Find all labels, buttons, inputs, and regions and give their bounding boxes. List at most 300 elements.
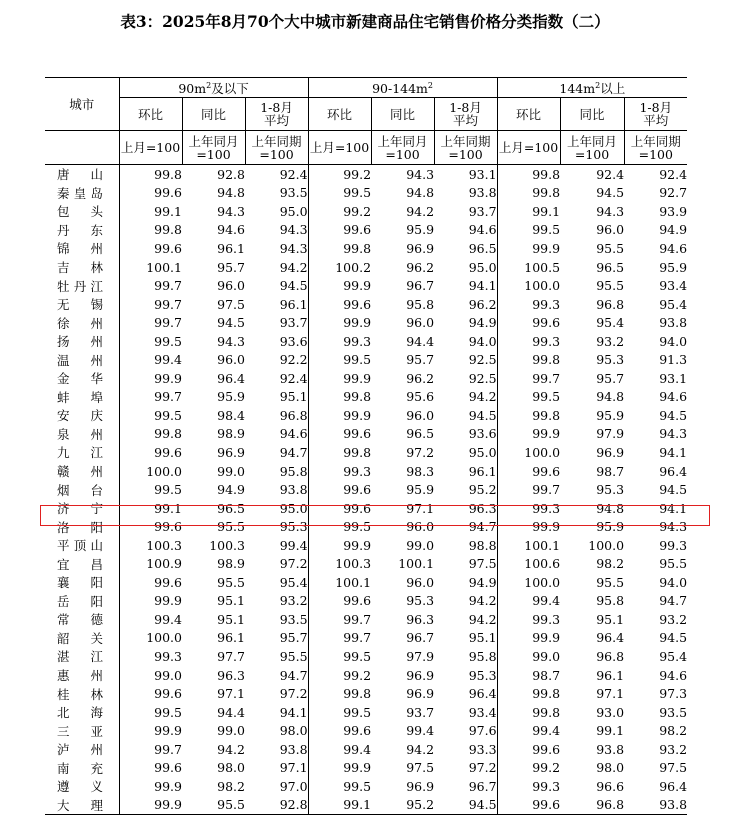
index-value: 100.3 <box>308 554 371 573</box>
index-value: 96.8 <box>560 796 624 815</box>
city-char: 包 <box>57 204 70 220</box>
index-value: 96.3 <box>406 611 435 627</box>
city-char: 关 <box>90 630 103 646</box>
city-name <box>45 406 119 425</box>
index-value: 95.5 <box>217 574 245 590</box>
index-value: 96.0 <box>217 352 245 368</box>
index-value: 99.9 <box>308 276 371 295</box>
city-char: 三 <box>57 723 70 739</box>
index-value: 94.9 <box>468 315 497 331</box>
table-body <box>45 165 687 815</box>
col-hb-header: 环比 <box>308 98 371 131</box>
index-value: 97.7 <box>217 648 245 664</box>
index-value: 96.0 <box>406 315 435 331</box>
index-value: 94.6 <box>659 389 688 405</box>
index-value: 94.2 <box>217 741 245 757</box>
index-value: 94.6 <box>217 222 245 238</box>
city-char: 宁 <box>90 501 103 517</box>
table-row <box>45 425 687 444</box>
index-value: 99.8 <box>497 184 560 203</box>
index-value: 95.7 <box>406 352 435 368</box>
index-value: 99.5 <box>308 350 371 369</box>
index-value: 95.7 <box>217 259 245 275</box>
index-value: 93.2 <box>596 333 625 349</box>
index-value: 99.4 <box>406 723 435 739</box>
city-name <box>45 536 119 555</box>
city-char: 顶 <box>73 538 87 554</box>
index-value: 95.8 <box>406 296 435 312</box>
table-row <box>45 499 687 518</box>
index-value: 98.3 <box>406 463 435 479</box>
index-value: 99.9 <box>308 369 371 388</box>
index-value: 100.1 <box>308 573 371 592</box>
index-value: 99.8 <box>308 443 371 462</box>
index-value: 96.5 <box>406 426 435 442</box>
index-value: 99.9 <box>308 759 371 778</box>
city-char: 头 <box>90 204 103 220</box>
table-row <box>45 239 687 258</box>
city-name <box>45 499 119 518</box>
index-value: 95.9 <box>406 222 435 238</box>
index-value: 99.5 <box>119 703 182 722</box>
index-value: 95.9 <box>596 519 625 535</box>
table-row <box>45 684 687 703</box>
table-row <box>45 406 687 425</box>
table-row <box>45 350 687 369</box>
index-value: 94.4 <box>217 704 245 720</box>
index-value: 94.2 <box>279 259 308 275</box>
index-value: 94.1 <box>279 704 308 720</box>
table-row <box>45 592 687 611</box>
index-value: 96.1 <box>596 667 625 683</box>
index-value: 99.9 <box>308 536 371 555</box>
city-name <box>45 239 119 258</box>
city-char: 阳 <box>90 519 103 535</box>
city-char: 南 <box>57 760 70 776</box>
index-value: 96.4 <box>468 686 497 702</box>
index-value: 99.9 <box>308 406 371 425</box>
index-value: 98.7 <box>596 463 625 479</box>
index-value: 99.6 <box>119 759 182 778</box>
index-value: 93.8 <box>596 741 625 757</box>
index-value: 94.3 <box>217 333 245 349</box>
city-char: 州 <box>90 334 103 350</box>
index-value: 95.9 <box>659 259 688 275</box>
index-value: 93.1 <box>468 166 497 182</box>
index-value: 94.3 <box>279 240 308 256</box>
index-value: 94.5 <box>596 185 625 201</box>
city-char: 洛 <box>57 519 70 535</box>
index-value: 95.6 <box>406 389 435 405</box>
city-name <box>45 777 119 796</box>
city-char: 埠 <box>90 389 103 405</box>
city-name <box>45 388 119 407</box>
index-value: 99.4 <box>119 610 182 629</box>
index-value: 96.1 <box>279 296 308 312</box>
city-name <box>45 258 119 277</box>
city-char: 安 <box>57 408 70 424</box>
index-value: 94.0 <box>659 333 688 349</box>
index-value: 93.2 <box>659 611 688 627</box>
index-value: 94.0 <box>659 574 688 590</box>
index-value: 98.2 <box>659 723 688 739</box>
index-value: 97.5 <box>659 760 688 776</box>
index-value: 96.4 <box>659 778 688 794</box>
col-hb-header: 环比 <box>119 98 182 131</box>
index-value: 99.2 <box>497 759 560 778</box>
index-value: 94.7 <box>279 444 308 460</box>
city-char: 江 <box>90 278 103 294</box>
city-char: 泉 <box>57 426 70 442</box>
index-value: 94.5 <box>659 482 688 498</box>
table-row <box>45 554 687 573</box>
index-value: 94.1 <box>659 500 688 516</box>
index-value: 94.5 <box>468 407 497 423</box>
index-value: 92.2 <box>279 352 308 368</box>
index-value: 99.0 <box>406 537 435 553</box>
index-value: 92.4 <box>596 166 625 182</box>
index-value: 98.2 <box>217 778 245 794</box>
city-char: 烟 <box>57 482 70 498</box>
index-value: 92.7 <box>659 185 688 201</box>
city-char: 大 <box>57 797 70 813</box>
col-avg-header: 1-8月 平均 <box>624 98 687 131</box>
index-value: 99.6 <box>308 592 371 611</box>
city-char: 桂 <box>57 686 70 702</box>
index-value: 97.9 <box>406 648 435 664</box>
index-value: 99.9 <box>119 369 182 388</box>
city-char: 湛 <box>57 649 70 665</box>
city-name <box>45 462 119 481</box>
city-char: 徐 <box>57 315 70 331</box>
index-value: 94.1 <box>468 278 497 294</box>
col-tb-header: 同比 <box>371 98 434 131</box>
index-value: 95.3 <box>406 593 435 609</box>
city-char: 华 <box>90 371 103 387</box>
index-value: 93.2 <box>279 593 308 609</box>
table-row <box>45 221 687 240</box>
index-value: 96.8 <box>596 648 625 664</box>
index-value: 94.7 <box>659 593 688 609</box>
index-value: 93.3 <box>468 741 497 757</box>
index-value: 95.9 <box>217 389 245 405</box>
index-value: 99.9 <box>119 777 182 796</box>
index-value: 95.0 <box>468 259 497 275</box>
city-name <box>45 443 119 462</box>
table-row <box>45 573 687 592</box>
city-name <box>45 629 119 648</box>
index-value: 100.9 <box>119 554 182 573</box>
col-tb-header: 同比 <box>560 98 624 131</box>
index-value: 94.6 <box>468 222 497 238</box>
index-value: 95.7 <box>279 630 308 646</box>
table-row <box>45 777 687 796</box>
index-value: 99.7 <box>497 480 560 499</box>
index-value: 95.4 <box>596 315 625 331</box>
table-row <box>45 647 687 666</box>
index-value: 92.8 <box>245 796 308 815</box>
index-value: 99.4 <box>308 740 371 759</box>
index-value: 99.5 <box>308 517 371 536</box>
index-value: 96.9 <box>596 444 625 460</box>
index-value: 97.2 <box>279 556 308 572</box>
index-value: 99.7 <box>308 610 371 629</box>
index-value: 93.0 <box>596 704 625 720</box>
index-value: 96.6 <box>596 778 625 794</box>
index-value: 95.5 <box>659 556 688 572</box>
index-value: 96.2 <box>406 370 435 386</box>
city-char: 岳 <box>57 593 70 609</box>
index-value: 99.9 <box>497 425 560 444</box>
index-value: 99.7 <box>308 629 371 648</box>
table-row <box>45 480 687 499</box>
city-name <box>45 313 119 332</box>
index-value: 99.7 <box>119 313 182 332</box>
index-value: 93.7 <box>279 315 308 331</box>
city-name <box>45 202 119 221</box>
city-char: 台 <box>90 482 103 498</box>
index-value: 95.3 <box>279 519 308 535</box>
city-name <box>45 332 119 351</box>
index-value: 97.1 <box>406 500 435 516</box>
index-value: 100.0 <box>497 276 560 295</box>
table-row <box>45 740 687 759</box>
index-value: 100.0 <box>497 573 560 592</box>
city-char: 州 <box>90 464 103 480</box>
index-value: 95.0 <box>279 500 308 516</box>
city-name <box>45 221 119 240</box>
group-header-large: $144m^2$以上 <box>497 78 687 98</box>
city-char: 惠 <box>57 668 70 684</box>
city-char: 锡 <box>90 297 103 313</box>
index-value: 95.9 <box>596 407 625 423</box>
index-value: 95.5 <box>596 278 625 294</box>
city-char: 州 <box>90 742 103 758</box>
index-value: 94.9 <box>468 574 497 590</box>
index-value: 92.8 <box>217 166 245 182</box>
city-char: 德 <box>90 612 103 628</box>
index-value: 97.1 <box>596 686 625 702</box>
index-value: 95.3 <box>596 352 625 368</box>
index-value: 93.5 <box>659 704 688 720</box>
page-title: 表3：2025年8月70个大中城市新建商品住宅销售价格分类指数（二） <box>120 12 610 31</box>
index-value: 100.0 <box>119 462 182 481</box>
table-row <box>45 184 687 203</box>
group-header-small: $90m^2$及以下 <box>119 78 308 98</box>
index-value: 93.2 <box>659 741 688 757</box>
table-row <box>45 629 687 648</box>
index-value: 98.7 <box>497 666 560 685</box>
index-value: 96.3 <box>468 500 497 516</box>
city-char: 阳 <box>90 575 103 591</box>
base-avg: 上年同期 =100 <box>434 131 497 165</box>
index-value: 99.1 <box>119 202 182 221</box>
index-value: 96.1 <box>217 240 245 256</box>
city-char: 平 <box>57 538 70 554</box>
index-value: 96.5 <box>217 500 245 516</box>
index-value: 99.6 <box>308 295 371 314</box>
index-value: 99.8 <box>308 388 371 407</box>
index-value: 96.4 <box>596 630 625 646</box>
index-value: 99.2 <box>308 202 371 221</box>
index-value: 93.5 <box>279 185 308 201</box>
table-row <box>45 165 687 184</box>
index-value: 99.6 <box>119 443 182 462</box>
index-value: 95.1 <box>217 593 245 609</box>
city-name <box>45 573 119 592</box>
table-row <box>45 610 687 629</box>
index-value: 99.7 <box>497 369 560 388</box>
index-value: 96.0 <box>217 278 245 294</box>
index-value: 94.2 <box>468 389 497 405</box>
index-value: 94.6 <box>279 426 308 442</box>
index-value: 99.3 <box>497 610 560 629</box>
index-value: 99.6 <box>308 721 371 740</box>
index-value: 99.3 <box>497 777 560 796</box>
city-name <box>45 592 119 611</box>
index-value: 99.5 <box>308 184 371 203</box>
index-value: 99.4 <box>497 721 560 740</box>
index-value: 99.6 <box>497 313 560 332</box>
index-value: 99.0 <box>217 463 245 479</box>
index-value: 93.5 <box>279 611 308 627</box>
city-char: 扬 <box>57 334 70 350</box>
index-value: 94.3 <box>406 166 435 182</box>
index-value: 95.4 <box>659 296 688 312</box>
index-value: 97.5 <box>217 296 245 312</box>
index-value: 94.4 <box>406 333 435 349</box>
city-name <box>45 703 119 722</box>
index-value: 99.5 <box>119 480 182 499</box>
index-value: 99.3 <box>119 647 182 666</box>
city-name <box>45 796 119 815</box>
index-value: 97.5 <box>468 556 497 572</box>
index-value: 94.2 <box>468 593 497 609</box>
index-value: 95.1 <box>468 630 497 646</box>
index-value: 99.8 <box>497 165 560 184</box>
index-value: 95.1 <box>217 611 245 627</box>
index-value: 99.1 <box>119 499 182 518</box>
city-char: 州 <box>90 668 103 684</box>
city-char: 皇 <box>73 185 87 201</box>
city-char: 义 <box>90 779 103 795</box>
index-value: 97.9 <box>596 426 625 442</box>
index-value: 96.9 <box>406 667 435 683</box>
index-value: 94.9 <box>659 222 688 238</box>
index-value: 94.3 <box>279 222 308 238</box>
index-value: 99.2 <box>308 666 371 685</box>
index-value: 92.5 <box>468 352 497 368</box>
index-value: 99.1 <box>308 796 371 815</box>
index-value: 94.8 <box>596 500 625 516</box>
city-char: 山 <box>90 538 103 554</box>
index-value: 99.9 <box>308 313 371 332</box>
index-value: 96.2 <box>468 296 497 312</box>
base-avg: 上年同期 =100 <box>245 131 308 165</box>
index-value: 99.1 <box>497 202 560 221</box>
index-value: 99.8 <box>497 684 560 703</box>
city-char: 济 <box>57 501 70 517</box>
index-value: 97.1 <box>279 760 308 776</box>
index-value: 98.2 <box>596 556 625 572</box>
index-value: 94.1 <box>659 444 688 460</box>
base-tb: 上年同月 =100 <box>371 131 434 165</box>
index-value: 99.9 <box>119 796 182 815</box>
index-value: 96.3 <box>217 667 245 683</box>
index-value: 96.1 <box>217 630 245 646</box>
index-value: 99.8 <box>497 406 560 425</box>
index-value: 94.3 <box>659 519 688 535</box>
index-value: 94.5 <box>217 315 245 331</box>
index-value: 100.2 <box>308 258 371 277</box>
index-value: 99.8 <box>119 165 182 184</box>
index-value: 97.3 <box>659 686 688 702</box>
city-header-blank <box>45 131 119 165</box>
index-value: 99.4 <box>119 350 182 369</box>
index-value: 100.0 <box>497 443 560 462</box>
table-row <box>45 517 687 536</box>
index-value: 98.9 <box>217 556 245 572</box>
index-value: 96.5 <box>468 240 497 256</box>
index-value: 93.8 <box>279 482 308 498</box>
city-char: 州 <box>90 426 103 442</box>
index-value: 96.9 <box>406 686 435 702</box>
index-value: 92.4 <box>659 166 688 182</box>
index-value: 94.7 <box>468 519 497 535</box>
index-value: 99.6 <box>119 573 182 592</box>
index-value: 94.5 <box>659 407 688 423</box>
group-header-medium: $90-144m^2$ <box>308 78 497 98</box>
index-value: 95.2 <box>371 796 434 815</box>
index-value: 98.0 <box>217 760 245 776</box>
index-value: 93.9 <box>659 203 688 219</box>
index-value: 93.4 <box>468 704 497 720</box>
index-value: 99.1 <box>596 723 625 739</box>
index-value: 93.4 <box>659 278 688 294</box>
city-char: 昌 <box>90 556 103 572</box>
city-name <box>45 759 119 778</box>
index-value: 95.9 <box>406 482 435 498</box>
city-char: 江 <box>90 445 103 461</box>
table-row <box>45 759 687 778</box>
city-char: 亚 <box>90 723 103 739</box>
index-value: 99.2 <box>308 165 371 184</box>
index-value: 93.8 <box>468 185 497 201</box>
index-value: 99.5 <box>119 406 182 425</box>
index-value: 95.1 <box>279 389 308 405</box>
index-value: 99.5 <box>497 388 560 407</box>
index-value: 95.0 <box>279 203 308 219</box>
table-row <box>45 295 687 314</box>
city-char: 襄 <box>57 575 70 591</box>
index-value: 98.9 <box>217 426 245 442</box>
index-value: 94.6 <box>659 240 688 256</box>
index-value: 94.0 <box>468 333 497 349</box>
index-value: 92.4 <box>279 370 308 386</box>
index-value: 99.0 <box>497 647 560 666</box>
index-value: 96.0 <box>406 574 435 590</box>
city-char: 蚌 <box>57 389 70 405</box>
index-value: 96.7 <box>406 630 435 646</box>
index-value: 97.0 <box>279 778 308 794</box>
index-value: 100.1 <box>497 536 560 555</box>
index-value: 98.8 <box>468 537 497 553</box>
city-name <box>45 165 119 184</box>
index-value: 91.3 <box>659 352 688 368</box>
index-value: 99.9 <box>119 592 182 611</box>
city-char: 赣 <box>57 464 70 480</box>
index-value: 94.8 <box>406 185 435 201</box>
